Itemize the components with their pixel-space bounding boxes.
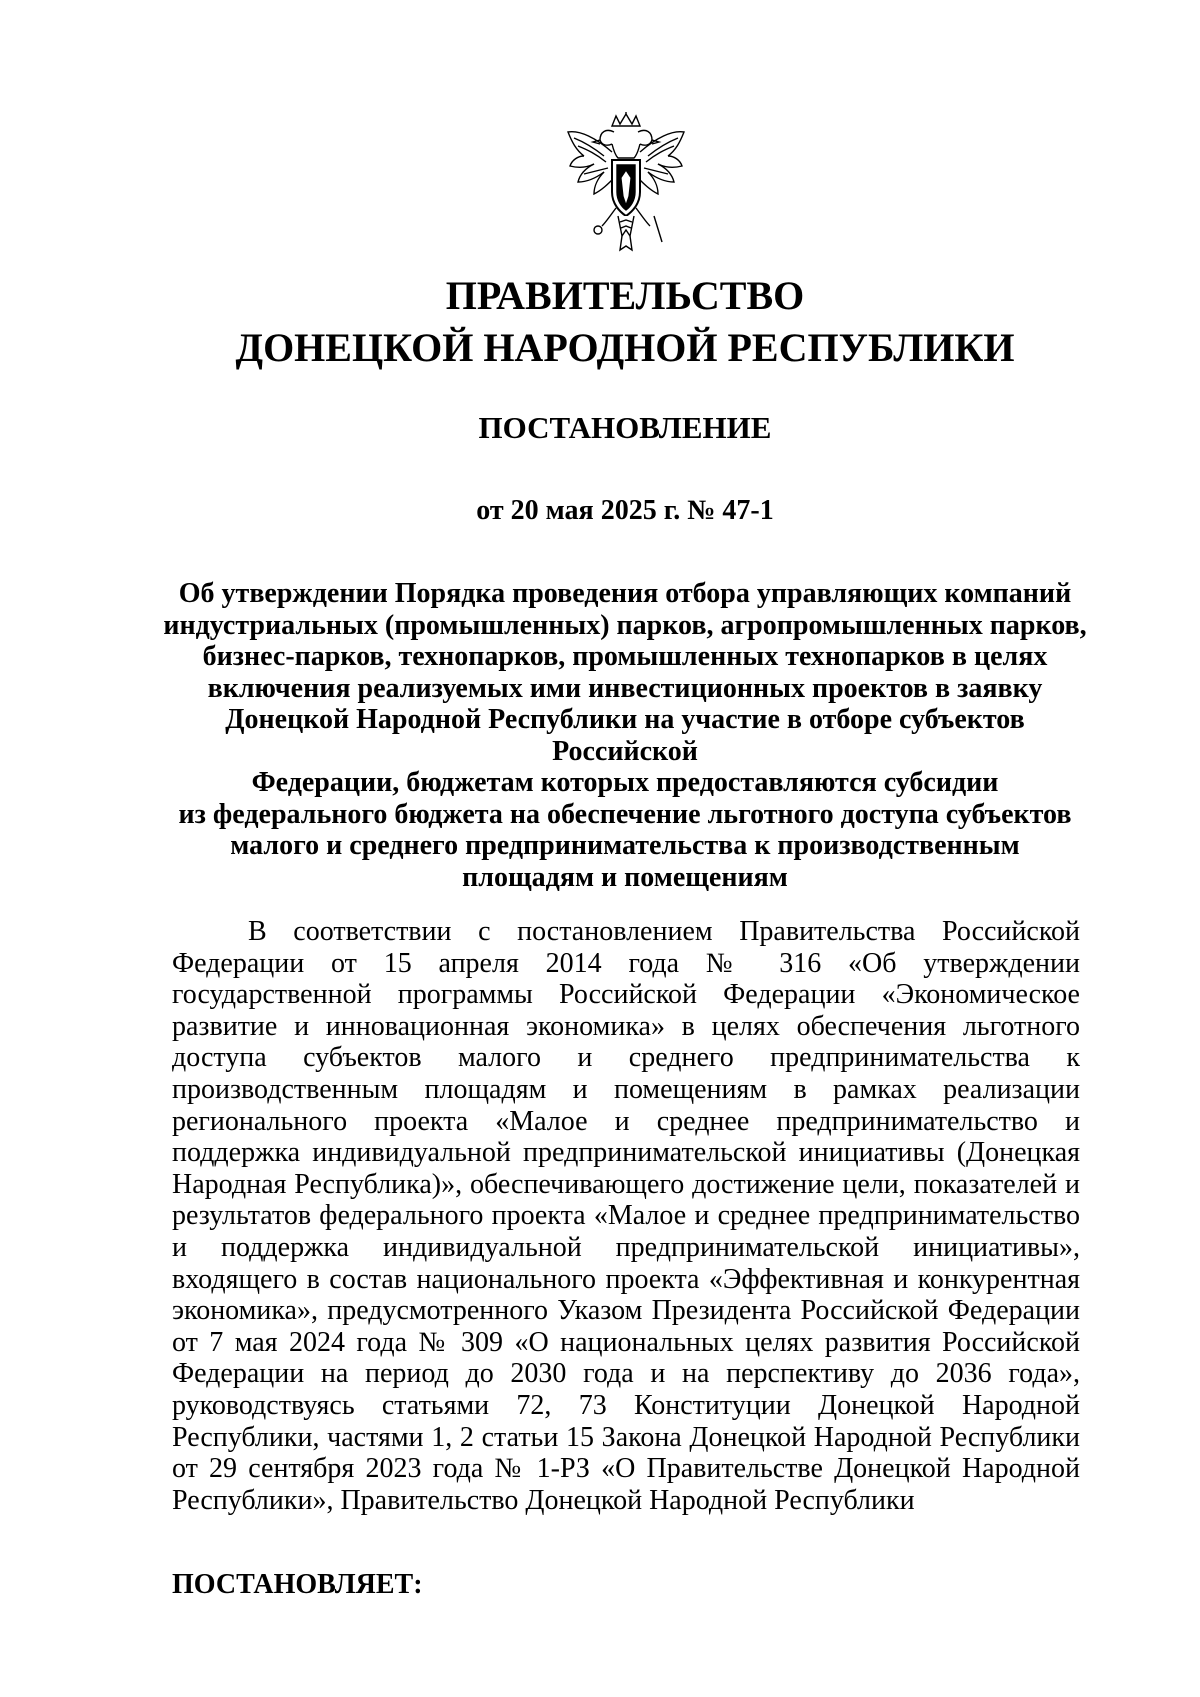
government-title-line1: ПРАВИТЕЛЬСТВО (445, 273, 805, 318)
subject-line: бизнес-парков, технопарков, промышленных технопарков в целях (202, 641, 1048, 672)
coat-of-arms-emblem (562, 112, 690, 256)
document-subject (160, 578, 1090, 893)
subject-line: индустриальных (промышленных) парков, агропромышленных парков, (163, 609, 1087, 641)
subject-line: из федерального бюджета на обеспечение льготного доступа субъектов (178, 798, 1072, 830)
government-title (120, 270, 1130, 374)
document-date-number: от 20 мая 2025 г. № 47-1 (476, 495, 774, 526)
resolves-heading: ПОСТАНОВЛЯЕТ: (172, 1569, 423, 1600)
subject-line: площадям и помещениям (462, 861, 788, 893)
preamble-paragraph: В соответствии с постановлением Правительства Российской Федерации от 15 апреля 2014 года № 316 «Об утверждении государственной программы Российской Федерации «Экономическое развитие и инновационная экономика» в целях обеспечения льготного доступа субъектов малого и среднего предпринимательства к производственным площадям и помещениям в рамках реализации регионального проекта «Малое и среднее предпринимательство и поддержка индивидуальной предпринимательской инициативы (Донецкая Народная Республика)», обеспечивающего достижение цели, показателей и результатов федерального проекта «Малое и среднее предпринимательство и поддержка индивидуальной предпринимательской инициативы», входящего в состав национального проекта «Эффективная и конкурентная экономика», предусмотренного Указом Президента Российской Федерации от 7 мая 2024 года № 309 «О национальных целях развития Российской Федерации на период до 2030 года и на перспективу до 2036 года», руководствуясь статьями 72, 73 Конституции Донецкой Народной Республики, частями 1, 2 статьи 15 Закона Донецкой Народной Республики от 29 сентября 2023 года № 1-РЗ «О Правительстве Донецкой Народной Республики», Правительство Донецкой Народной Республики (172, 916, 1080, 1516)
double-headed-eagle-icon (562, 112, 690, 256)
subject-line: Донецкой Народной Республики на участие в отборе субъектов Российской (225, 704, 1025, 767)
subject-line: малого и среднего предпринимательства к производственным (230, 830, 1020, 861)
subject-line: Об утверждении Порядка проведения отбора управляющих компаний (178, 578, 1072, 609)
subject-line: Федерации, бюджетам которых предоставляются субсидии (251, 767, 999, 798)
subject-line: включения реализуемых ими инвестиционных проектов в заявку (207, 672, 1043, 704)
document-type: ПОСТАНОВЛЕНИЕ (478, 410, 772, 445)
government-title-line2: ДОНЕЦКОЙ НАРОДНОЙ РЕСПУБЛИКИ (235, 325, 1015, 370)
